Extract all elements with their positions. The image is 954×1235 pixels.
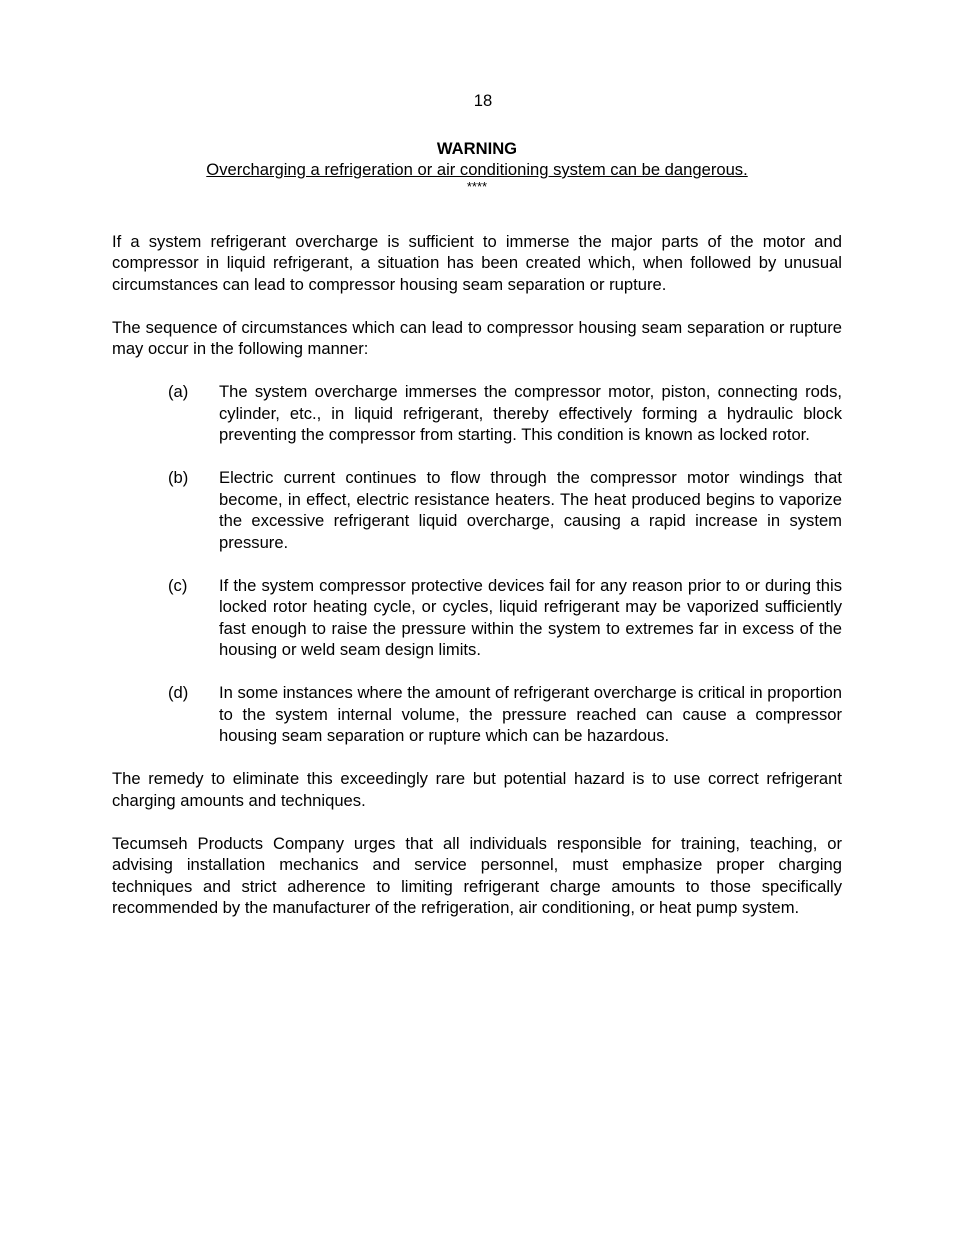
intro-paragraph: If a system refrigerant overcharge is sufficient to immerse the major parts of the motor and compressor in liquid refrigerant, a situation has been created which, when followed by unusual circumstances can lead to compressor housing seam separation or rupture. (112, 231, 842, 294)
tecumseh-paragraph: Tecumseh Products Company urges that all individuals responsible for training, teaching, or advising installation mechanics and service personnel, must emphasize proper charging techniques and strict adherence to limiting refrigerant charge amounts to those specifically recommended by the manufacturer of the refrigeration, air conditioning, or heat pump system. (112, 833, 842, 917)
list-item (112, 467, 842, 553)
list-item (112, 575, 842, 661)
list-marker: (a) (168, 382, 189, 401)
warning-title: WARNING (436, 138, 518, 158)
sequence-paragraph: The sequence of circumstances which can lead to compressor housing seam separation or rupture may occur in the following manner: (112, 317, 842, 358)
document-page (112, 90, 842, 919)
list-item-text: If the system compressor protective devices fail for any reason prior to or during this locked rotor heating cycle, or cycles, liquid refrigerant may be vaporized sufficiently fast enough to raise the pressure within the system to extremes far in excess of the housing or weld seam design limits. (219, 575, 842, 659)
list-item-text: The system overcharge immerses the compressor motor, piston, connecting rods, cylinder, etc., in liquid refrigerant, thereby effectively forming a hydraulic block preventing the compressor from starting. This condition is known as locked rotor. (219, 382, 842, 444)
list-marker: (c) (168, 575, 188, 595)
list-item (112, 381, 842, 446)
list-item (112, 682, 842, 747)
list-marker: (b) (168, 468, 189, 487)
list-item-text: In some instances where the amount of refrigerant overcharge is critical in proportion to the system internal volume, the pressure reached can cause a compressor housing seam separation or rupture which can be hazardous. (219, 683, 842, 745)
list-item-text: Electric current continues to flow through the compressor motor windings that become, in effect, electric resistance heaters. The heat produced begins to vaporize the excessive refrigerant liquid overcharge, causing a rapid increase in system pressure. (219, 468, 842, 552)
warning-subtitle: Overcharging a refrigeration or air conditioning system can be dangerous. (206, 160, 748, 179)
list-marker: (d) (168, 683, 189, 702)
remedy-paragraph: The remedy to eliminate this exceedingly rare but potential hazard is to use correct refrigerant charging amounts and techniques. (112, 769, 842, 810)
circumstances-list (112, 381, 842, 747)
page-number: 18 (473, 91, 493, 110)
separator-stars: **** (466, 178, 488, 194)
